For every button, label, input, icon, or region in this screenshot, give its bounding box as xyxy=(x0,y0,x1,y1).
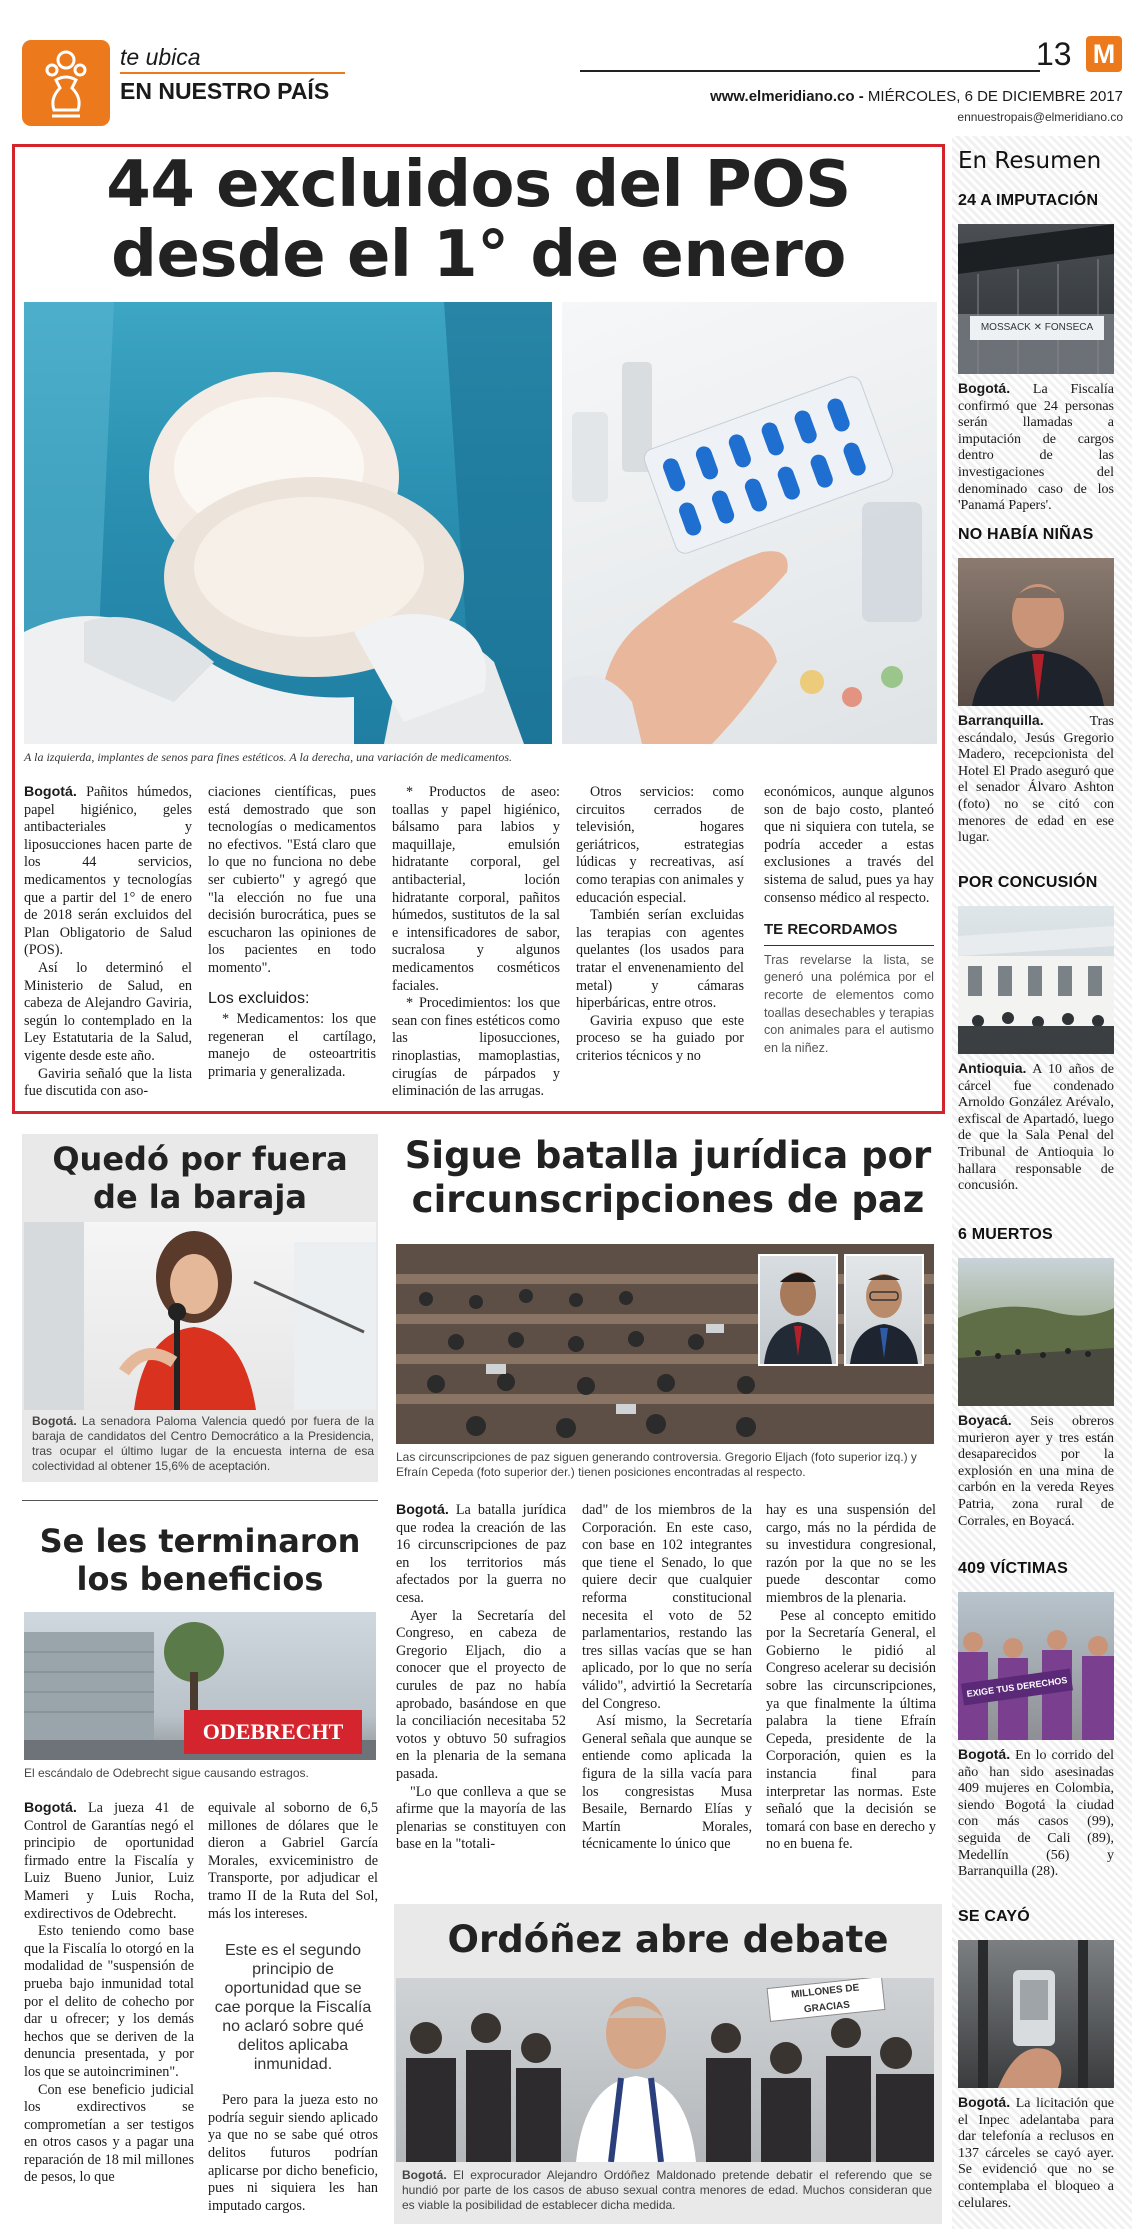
issue-date: MIÉRCOLES, 6 DE DICIEMBRE 2017 xyxy=(867,88,1123,105)
main-photo-caption: A la izquierda, implantes de senos para fines estéticos. A la derecha, una variación de medicamentos. xyxy=(24,750,513,764)
sidebar-item6-title: SE CAYÓ xyxy=(958,1908,1030,1925)
box2-headline: Se les terminaron los beneficios xyxy=(39,1522,361,1598)
odebrecht-sign: ODEBRECHT xyxy=(184,1710,362,1754)
sidebar-item1-text: Bogotá. La Fiscalía confirmó que 24 personas serán llamadas a imputación de cargos dentro de las investigaciones del denominado caso de los 'Panamá Papers'. xyxy=(958,380,1114,514)
paper-logo: M xyxy=(1086,36,1122,72)
main-col-4: Otros servicios: como circuitos cerrados de televisión, hogares geriátricos, estrategias lúdicas y recreativas, así como terapias con animales y educación especial. También serían excluidas las terapias con agentes quelantes (los usados para tratar el envenenamiento del metal) y cámaras hiperbáricas, entre otros. Gaviria expuso que este proceso se ha guiado por criterios técnicos y no xyxy=(576,784,744,1064)
sidebar-title: En Resumen xyxy=(958,148,1102,174)
congress-photo xyxy=(396,1244,934,1444)
pills-photo xyxy=(562,302,937,744)
ordonez-photo xyxy=(396,1978,934,2162)
section-logo xyxy=(22,40,110,126)
box3-col-1: Bogotá. La batalla jurídica que rodea la creación de las 16 circunscripciones de paz en los territorios más afectados por la guerra no cesa. Ayer la Secretaría del Congreso, en cabeza de Gregorio Eljach, dio a conocer que el proyecto de curules de paz no había aprobado, basándose en que la conciliación necesitaba 52 votos y obtuvo 50 sufragios en la plenaria de la semana pasada. "Lo que conlleva a que se afirme que la mayoría de las plenarias se constituyen con base en la "totali- xyxy=(396,1502,566,1853)
box4-caption: Bogotá. El exprocurador Alejandro Ordóñez Maldonado pretende debatir el referendo que se hundió por parte de los casos de abuso sexual contra menores de edad. Muchos consideran que es viable la posibilidad de establecer dicha medida. xyxy=(402,2168,932,2212)
mossack-sign: MOSSACK ✕ FONSECA xyxy=(970,316,1104,340)
box2-col-1: Bogotá. La jueza 41 de Control de Garantías negó el principio de oportunidad firmado entre la Fiscalía y Luiz Bueno Junior, Luiz Mameri y Luis Rocha, exdirectivos de Odebrecht. Esto teniendo como base que la Fiscalía lo otorgó en la modalidad de "suspensión de prueba bajo inmunidad total por el delito de cohecho por dar u ofrecer; y los demás hechos que se deriven de la denuncia presentada, y por los que se autoincriminen". Con ese beneficio judicial los exdirectivos se comprometían a ser testigos en otros casos y a pagar una reparación de 18 mil millones de pesos, lo que xyxy=(24,1800,194,2186)
section-tag-main: EN NUESTRO PAÍS xyxy=(120,78,330,104)
vase-figure-icon xyxy=(22,40,110,126)
sidebar-item1-title: 24 A IMPUTACIÓN xyxy=(958,192,1099,209)
valencia-illustration xyxy=(24,1222,376,1410)
implants-photo xyxy=(24,302,552,744)
phone-photo xyxy=(958,1940,1114,2088)
excluded-subhead: Los excluidos: xyxy=(208,989,310,1007)
pills-illustration xyxy=(562,302,937,744)
main-headline xyxy=(20,150,937,290)
protest-photo xyxy=(958,1592,1114,1740)
mine-photo xyxy=(958,1258,1114,1406)
odebrecht-photo xyxy=(24,1612,376,1760)
cepeda-portrait xyxy=(844,1254,924,1366)
sidebar-item2-text: Barranquilla. Tras escándalo, Jesús Gregorio Madero, recepcionista del Hotel El Prado aseguró que el senador Álvaro Ashton (foto) no se citó con menores de edad en ese lugar. xyxy=(958,712,1114,846)
site-link[interactable]: www.elmeridiano.co xyxy=(710,88,855,105)
section-tag-rule xyxy=(120,72,345,74)
reminder-text: Tras revelarse la lista, se generó una polémica por el recorte de elementos como toallas desechables y terapias con animales para el autismo en la niñez. xyxy=(764,952,934,1055)
main-col-3: * Productos de aseo: toallas y papel higiénico, bálsamo para labios y maquillaje, emulsión hidratante corporal, gel antibacterial, loción hidratante corporal, pañitos húmedos, sustitutos de la sal e intensificadores de sabor, sucralosa y algunos medicamentos cosméticos faciales. * Procedimientos: los que sean con fines estéticos como las liposucciones, rinoplastias, mamoplastias, cirugías de párpados y eliminación de las arrugas. xyxy=(392,784,560,1100)
box1-headline: Quedó por fuera de la baraja xyxy=(52,1140,348,1216)
box3-headline: Sigue batalla jurídica por circunscripciones de paz xyxy=(404,1134,932,1221)
mossack-photo xyxy=(958,224,1114,374)
box3-col-2: dad" de los miembros de la Corporación. En este caso, con base en 102 integrantes que tiene el Senado, lo que quiere decir que cualquier reforma constitucional necesita el voto de 52 parlamentarios, restando las tres sillas vacías que se han aplicado, por lo que no sería válido", advirtió la Secretaría del Congreso. Así mismo, la Secretaría General señala que aunque se entiende como aplicada la figura de la silla vacía para los congresistas Musa Besaile, Bernardo Elías y Martín Morales, técnicamente lo único que xyxy=(582,1502,752,1853)
eljach-portrait xyxy=(758,1254,838,1366)
sidebar-item3-title: POR CONCUSIÓN xyxy=(958,874,1098,891)
main-headline-line1: 44 excluidos del POS xyxy=(106,148,851,222)
sidebar-item4-title: 6 MUERTOS xyxy=(958,1226,1053,1243)
header-rule xyxy=(580,70,1040,72)
box3-caption: Las circunscripciones de paz siguen generando controversia. Gregorio Eljach (foto superior izq.) y Efraín Cepeda (foto superior der.) tienen posiciones encontradas al respecto. xyxy=(396,1450,917,1479)
main-col-2: ciaciones científicas, pues está demostrado que son tecnologías o medicamentos no efectivos. "Está claro que lo que no funciona no debe ser cubierto" y agregó que "la elección no fue una decisión burocrática, pues se escucharon las opiniones de los pacientes en todo momento". Los excluidos: * Medicamentos: los que regeneran el cartílago, manejo de osteoartritis primaria y generalizada. xyxy=(208,784,376,1080)
main-col-5: económicos, aunque algunos son de bajo costo, planteó que ni siquiera con tutela, se podría acceder a estas exclusiones a través del sistema de salud, pues ya hay consenso médico al respecto. TE RECORDAMOS Tras revelarse la lista, se generó una polémica por el recorte de elementos como toallas desechables y terapias con animales para el autismo en la niñez. xyxy=(764,784,934,1057)
sidebar-item5-title: 409 VÍCTIMAS xyxy=(958,1560,1068,1577)
courthouse-photo xyxy=(958,906,1114,1054)
box1-divider xyxy=(22,1500,378,1501)
main-headline-line2: desde el 1° de enero xyxy=(111,218,846,292)
header-dateline: www.elmeridiano.co - MIÉRCOLES, 6 DE DICIEMBRE 2017 xyxy=(710,88,1123,105)
sidebar-item5-text: Bogotá. En lo corrido del año han sido asesinadas 409 mujeres en Colombia, siendo Bogotá la ciudad con más casos (99), seguida de Cali (89), Medellín (56) y Barranquilla (28). xyxy=(958,1746,1114,1880)
page-number: 13 xyxy=(1036,36,1072,72)
sidebar-item3-text: Antioquia. A 10 años de cárcel fue condenado Arnoldo González Arévalo, exfiscal de Apartadó, luego de que la Sala Penal del Tribunal de Antioquia lo hallara responsable de concusión. xyxy=(958,1060,1114,1194)
box2-col-2: equivale al soborno de 6,5 millones de dólares que le dieron a Gabriel García Morales, exviceministro de Transporte, por adjudicar el tramo II de la Ruta del Sol, más los intereses. Este es el segundo principio de oportunidad que se cae porque la Fiscalía no aclaró sobre qué delitos aplicaba inmunidad. Pero para la jueza esto no podría seguir siendo aplicado ya que no se sabe qué otros delitos futuros podrían aplicarse por dicho beneficio, pues ni siquiera les han imputado cargos. xyxy=(208,1800,378,2214)
sidebar-item2-title: NO HABÍA NIÑAS xyxy=(958,526,1094,543)
sidebar-item4-text: Boyacá. Seis obreros murieron ayer y tres están desaparecidos por la explosión en una mina de carbón en la vereda Reyes Patria, zona rural de Corrales, en Boyacá. xyxy=(958,1412,1114,1529)
box4-headline: Ordóñez abre debate xyxy=(447,1918,889,1961)
main-col-1: Bogotá. Pañitos húmedos, papel higiénico, geles antibacteriales y liposucciones hacen parte de los 44 servicios, medicamentos y tecnologías que a partir del 1° de enero de 2018 serán excluidos del Plan Obligatorio de Salud (POS). Así lo determinó el Ministerio de Salud, en cabeza de Alejandro Gaviria, según lo contemplado en la Ley Estatutaria de la Salud, vigente desde este año. Gaviria señaló que la lista fue discutida con aso- xyxy=(24,784,192,1100)
box1-caption: Bogotá. La senadora Paloma Valencia quedó por fuera de la baraja de candidatos del Centro Democrático a la Presidencia, tras ocupar el último lugar de la encuesta interna de esa colectividad al obtener 15,6% de aceptación. xyxy=(32,1414,374,1473)
contact-email[interactable]: ennuestropais@elmeridiano.co xyxy=(957,110,1123,124)
sidebar-item6-text: Bogotá. La licitación que el Inpec adelantaba para dar telefonía a reclusos en 137 cárceles se cayó ayer. Se evidenció que no se contemplaba el bloqueo a celulares. xyxy=(958,2094,1114,2211)
box2-caption: El escándalo de Odebrecht sigue causando estragos. xyxy=(24,1766,309,1780)
thanks-banner: MILLONES DE GRACIAS xyxy=(767,1978,886,2022)
box3-col-3: hay es una suspensión del cargo, más no la pérdida de su investidura congresional, razón por la que no se les puede descontar como miembros de la plenaria. Pese al concepto emitido por la Secretaría General, el Gobierno le pidió al Congreso acelerar su decisión sobre las circunscripciones, ya que finalmente la última palabra la tiene Efraín Cepeda, presidente de la Corporación, quien es la instancia final para interpretar las normas. Este señaló que la decisión se tomará con base en derecho y no en buena fe. xyxy=(766,1502,936,1853)
protest-banner: EXIGE TUS DERECHOS xyxy=(961,1668,1073,1705)
implants-illustration xyxy=(24,302,552,744)
valencia-photo xyxy=(24,1222,376,1410)
box2-pull-quote: Este es el segundo principio de oportunidad que se cae porque la Fiscalía no aclaró sobre qué delitos aplicaba inmunidad. xyxy=(214,1942,372,2074)
reminder-subhead: TE RECORDAMOS xyxy=(764,921,934,946)
section-tag-top: te ubica xyxy=(120,44,201,70)
ashton-photo xyxy=(958,558,1114,706)
